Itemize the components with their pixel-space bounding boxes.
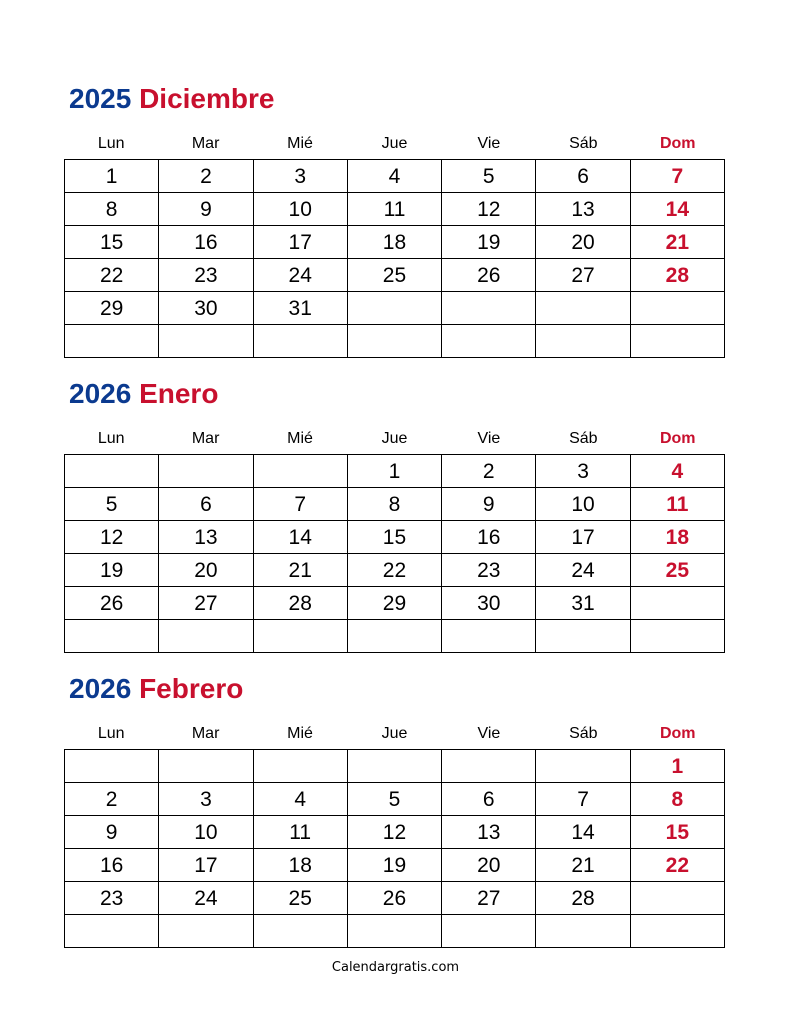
week-row bbox=[65, 882, 725, 915]
week-row bbox=[65, 783, 725, 816]
week-row bbox=[65, 193, 725, 226]
day-cell: 19 bbox=[442, 226, 536, 259]
day-cell: 3 bbox=[536, 455, 630, 488]
weekday-label: Mié bbox=[287, 725, 313, 742]
day-cell: 9 bbox=[442, 488, 536, 521]
week-row bbox=[65, 325, 725, 358]
empty-cell bbox=[253, 915, 347, 948]
day-cell: 17 bbox=[536, 521, 630, 554]
month-year: 2026 bbox=[69, 378, 132, 409]
day-cell: 29 bbox=[65, 292, 159, 325]
day-cell: 2 bbox=[442, 455, 536, 488]
weekday-label: Dom bbox=[659, 430, 696, 447]
day-cell: 12 bbox=[65, 521, 159, 554]
day-cell: 4 bbox=[630, 455, 724, 488]
empty-cell bbox=[442, 750, 536, 783]
empty-cell bbox=[347, 292, 441, 325]
week-row bbox=[65, 816, 725, 849]
empty-cell bbox=[630, 915, 724, 948]
day-cell: 11 bbox=[630, 488, 724, 521]
weekday-label: Dom bbox=[659, 725, 696, 742]
empty-cell bbox=[630, 292, 724, 325]
month-year: 2026 bbox=[69, 673, 132, 704]
day-cell: 30 bbox=[159, 292, 253, 325]
calendar-grid bbox=[64, 159, 725, 358]
week-row bbox=[65, 587, 725, 620]
empty-cell bbox=[159, 455, 253, 488]
day-cell: 14 bbox=[630, 193, 724, 226]
day-cell: 23 bbox=[65, 882, 159, 915]
day-cell: 18 bbox=[253, 849, 347, 882]
week-row bbox=[65, 915, 725, 948]
day-cell: 4 bbox=[253, 783, 347, 816]
day-cell: 5 bbox=[442, 160, 536, 193]
week-row bbox=[65, 292, 725, 325]
calendar-grid bbox=[64, 749, 725, 948]
month-name: Diciembre bbox=[139, 83, 275, 114]
day-cell: 5 bbox=[65, 488, 159, 521]
day-cell: 26 bbox=[442, 259, 536, 292]
day-cell: 25 bbox=[347, 259, 441, 292]
day-cell: 9 bbox=[65, 816, 159, 849]
day-cell: 12 bbox=[347, 816, 441, 849]
day-cell: 18 bbox=[630, 521, 724, 554]
day-cell: 16 bbox=[65, 849, 159, 882]
empty-cell bbox=[630, 587, 724, 620]
empty-cell bbox=[347, 620, 441, 653]
empty-cell bbox=[536, 292, 630, 325]
day-cell: 17 bbox=[253, 226, 347, 259]
day-cell: 3 bbox=[253, 160, 347, 193]
weekday-label: Lun bbox=[97, 135, 125, 152]
weekday-label: Lun bbox=[97, 725, 125, 742]
empty-cell bbox=[536, 915, 630, 948]
empty-cell bbox=[536, 325, 630, 358]
empty-cell bbox=[159, 915, 253, 948]
week-row bbox=[65, 554, 725, 587]
day-cell: 4 bbox=[347, 160, 441, 193]
month-title bbox=[69, 82, 274, 116]
day-cell: 15 bbox=[347, 521, 441, 554]
day-cell: 24 bbox=[253, 259, 347, 292]
month-title bbox=[69, 672, 243, 706]
weekday-label: Mar bbox=[191, 135, 220, 152]
empty-cell bbox=[65, 455, 159, 488]
day-cell: 11 bbox=[253, 816, 347, 849]
day-cell: 24 bbox=[159, 882, 253, 915]
week-row bbox=[65, 160, 725, 193]
day-cell: 6 bbox=[159, 488, 253, 521]
week-row bbox=[65, 488, 725, 521]
week-row bbox=[65, 620, 725, 653]
day-cell: 1 bbox=[65, 160, 159, 193]
day-cell: 22 bbox=[65, 259, 159, 292]
day-cell: 28 bbox=[630, 259, 724, 292]
day-cell: 16 bbox=[442, 521, 536, 554]
day-cell: 19 bbox=[65, 554, 159, 587]
empty-cell bbox=[442, 292, 536, 325]
weekday-label: Jue bbox=[381, 135, 408, 152]
day-cell: 7 bbox=[630, 160, 724, 193]
empty-cell bbox=[253, 750, 347, 783]
empty-cell bbox=[159, 750, 253, 783]
day-cell: 17 bbox=[159, 849, 253, 882]
day-cell: 14 bbox=[253, 521, 347, 554]
day-cell: 8 bbox=[65, 193, 159, 226]
day-cell: 16 bbox=[159, 226, 253, 259]
footer-site-name[interactable]: Calendargratis.com bbox=[331, 960, 460, 975]
day-cell: 26 bbox=[347, 882, 441, 915]
month-year: 2025 bbox=[69, 83, 132, 114]
day-cell: 9 bbox=[159, 193, 253, 226]
weekday-label: Vie bbox=[477, 430, 501, 447]
empty-cell bbox=[65, 750, 159, 783]
day-cell: 21 bbox=[536, 849, 630, 882]
day-cell: 22 bbox=[630, 849, 724, 882]
week-row bbox=[65, 259, 725, 292]
empty-cell bbox=[442, 325, 536, 358]
day-cell: 10 bbox=[253, 193, 347, 226]
week-row bbox=[65, 226, 725, 259]
empty-cell bbox=[347, 915, 441, 948]
day-cell: 7 bbox=[536, 783, 630, 816]
month-title bbox=[69, 377, 218, 411]
day-cell: 14 bbox=[536, 816, 630, 849]
empty-cell bbox=[65, 620, 159, 653]
empty-cell bbox=[253, 325, 347, 358]
day-cell: 24 bbox=[536, 554, 630, 587]
weekday-label: Mar bbox=[191, 430, 220, 447]
day-cell: 10 bbox=[536, 488, 630, 521]
day-cell: 27 bbox=[159, 587, 253, 620]
empty-cell bbox=[159, 620, 253, 653]
day-cell: 15 bbox=[630, 816, 724, 849]
day-cell: 25 bbox=[253, 882, 347, 915]
calendar-grid bbox=[64, 454, 725, 653]
empty-cell bbox=[347, 325, 441, 358]
day-cell: 20 bbox=[159, 554, 253, 587]
empty-cell bbox=[536, 750, 630, 783]
weekday-label: Jue bbox=[381, 725, 408, 742]
weekday-header bbox=[64, 724, 725, 744]
day-cell: 13 bbox=[442, 816, 536, 849]
day-cell: 19 bbox=[347, 849, 441, 882]
day-cell: 11 bbox=[347, 193, 441, 226]
empty-cell bbox=[536, 620, 630, 653]
day-cell: 6 bbox=[536, 160, 630, 193]
week-row bbox=[65, 849, 725, 882]
empty-cell bbox=[442, 620, 536, 653]
day-cell: 10 bbox=[159, 816, 253, 849]
day-cell: 23 bbox=[159, 259, 253, 292]
empty-cell bbox=[65, 915, 159, 948]
week-row bbox=[65, 521, 725, 554]
day-cell: 27 bbox=[442, 882, 536, 915]
day-cell: 8 bbox=[630, 783, 724, 816]
month-name: Enero bbox=[139, 378, 219, 409]
day-cell: 13 bbox=[159, 521, 253, 554]
empty-cell bbox=[347, 750, 441, 783]
day-cell: 5 bbox=[347, 783, 441, 816]
weekday-header bbox=[64, 134, 725, 154]
day-cell: 31 bbox=[536, 587, 630, 620]
day-cell: 13 bbox=[536, 193, 630, 226]
month-name: Febrero bbox=[139, 673, 244, 704]
day-cell: 1 bbox=[347, 455, 441, 488]
week-row bbox=[65, 455, 725, 488]
day-cell: 28 bbox=[536, 882, 630, 915]
day-cell: 2 bbox=[159, 160, 253, 193]
empty-cell bbox=[253, 620, 347, 653]
weekday-label: Mié bbox=[287, 135, 313, 152]
empty-cell bbox=[630, 620, 724, 653]
day-cell: 21 bbox=[630, 226, 724, 259]
weekday-label: Sáb bbox=[569, 430, 598, 447]
weekday-header bbox=[64, 429, 725, 449]
weekday-label: Jue bbox=[381, 430, 408, 447]
day-cell: 20 bbox=[442, 849, 536, 882]
empty-cell bbox=[65, 325, 159, 358]
weekday-label: Lun bbox=[97, 430, 125, 447]
weekday-label: Sáb bbox=[569, 135, 598, 152]
weekday-label: Mié bbox=[287, 430, 313, 447]
empty-cell bbox=[253, 455, 347, 488]
empty-cell bbox=[442, 915, 536, 948]
week-row bbox=[65, 750, 725, 783]
weekday-label: Vie bbox=[477, 725, 501, 742]
weekday-label: Mar bbox=[191, 725, 220, 742]
weekday-label: Sáb bbox=[569, 725, 598, 742]
day-cell: 18 bbox=[347, 226, 441, 259]
day-cell: 25 bbox=[630, 554, 724, 587]
day-cell: 12 bbox=[442, 193, 536, 226]
day-cell: 8 bbox=[347, 488, 441, 521]
day-cell: 27 bbox=[536, 259, 630, 292]
day-cell: 28 bbox=[253, 587, 347, 620]
weekday-label: Vie bbox=[477, 135, 501, 152]
day-cell: 29 bbox=[347, 587, 441, 620]
empty-cell bbox=[159, 325, 253, 358]
day-cell: 15 bbox=[65, 226, 159, 259]
day-cell: 2 bbox=[65, 783, 159, 816]
weekday-label: Dom bbox=[659, 135, 696, 152]
day-cell: 7 bbox=[253, 488, 347, 521]
day-cell: 20 bbox=[536, 226, 630, 259]
day-cell: 26 bbox=[65, 587, 159, 620]
empty-cell bbox=[630, 325, 724, 358]
empty-cell bbox=[630, 882, 724, 915]
day-cell: 3 bbox=[159, 783, 253, 816]
day-cell: 6 bbox=[442, 783, 536, 816]
day-cell: 23 bbox=[442, 554, 536, 587]
day-cell: 30 bbox=[442, 587, 536, 620]
day-cell: 31 bbox=[253, 292, 347, 325]
day-cell: 22 bbox=[347, 554, 441, 587]
day-cell: 21 bbox=[253, 554, 347, 587]
day-cell: 1 bbox=[630, 750, 724, 783]
